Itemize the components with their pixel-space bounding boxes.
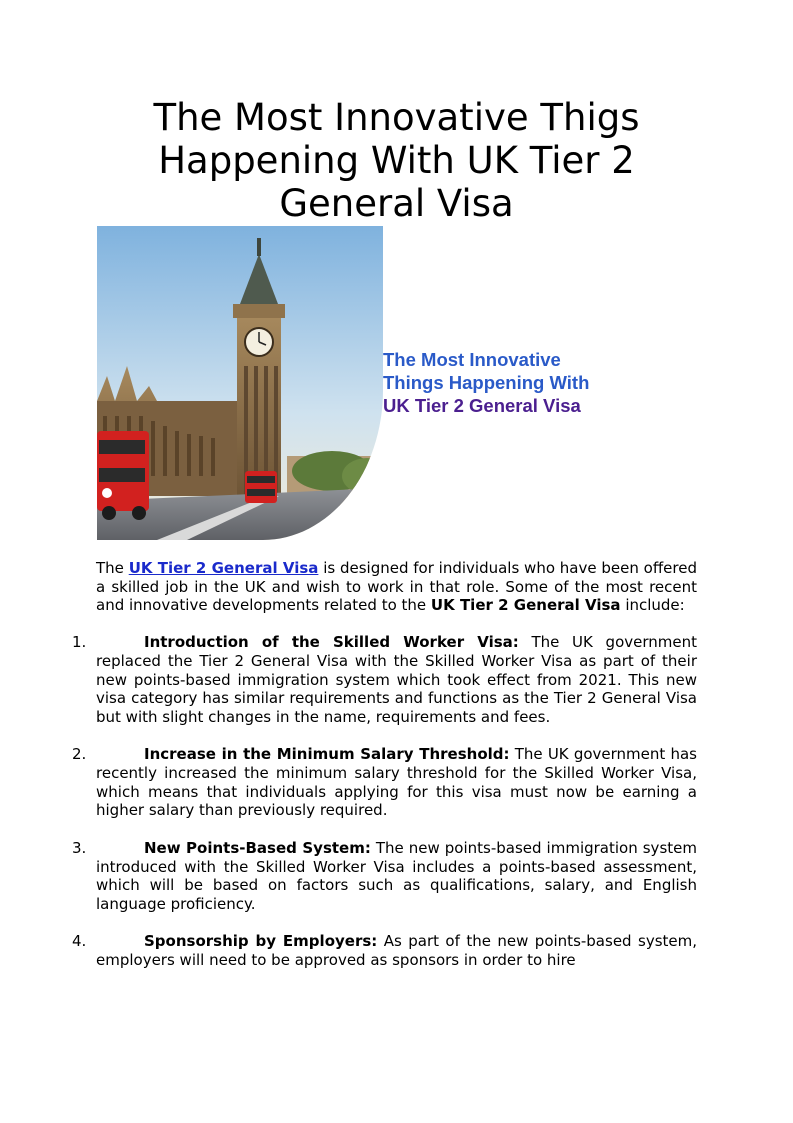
list-heading: Increase in the Minimum Salary Threshold:: [144, 745, 510, 764]
list-text: The new points-based immigration system introduced with the Skilled Worker Visa includes a points-based assessment, which will be based on factors such as qualifications, salary, and English language proficiency.: [96, 838, 697, 913]
developments-list: [72, 633, 698, 970]
intro-paragraph: [96, 559, 697, 615]
list-heading: Sponsorship by Employers:: [144, 932, 378, 951]
list-item: [72, 745, 697, 820]
list-item: [72, 932, 698, 970]
list-number: 4.: [72, 932, 87, 951]
list-text: The UK government has recently increased the minimum salary threshold for the Skilled Worker Visa, which means that individuals applying for this visa must now be earning a higher salary than previously required.: [96, 745, 697, 820]
intro-prefix: The: [96, 559, 124, 577]
intro-suffix: include:: [625, 596, 685, 615]
list-heading: New Points-Based System:: [144, 838, 371, 857]
banner-line-3: UK Tier 2 General Visa: [383, 395, 581, 416]
intro-bold: UK Tier 2 General Visa: [430, 596, 621, 615]
big-ben-photo: [97, 226, 383, 540]
banner-heading: [383, 348, 643, 417]
list-number: 1.: [72, 633, 87, 652]
list-number: 3.: [72, 838, 87, 857]
banner: [97, 226, 637, 540]
intro-middle: is designed for individuals who have been offered a skilled job in the UK and wish to work in that role. Some of the most recent and innovative developments related to the: [96, 559, 697, 615]
banner-line-2: Things Happening With: [383, 372, 590, 393]
banner-line-1: The Most Innovative: [383, 349, 561, 370]
list-number: 2.: [72, 745, 87, 764]
page-title: The Most Innovative Thigs Happening With UK Tier 2 General Visa: [153, 96, 640, 225]
list-heading: Introduction of the Skilled Worker Visa:: [144, 633, 519, 652]
article-body: [72, 559, 698, 988]
tier2-visa-link[interactable]: UK Tier 2 General Visa: [128, 559, 319, 577]
list-text: The UK government replaced the Tier 2 General Visa with the Skilled Worker Visa as part of their new points-based immigration system which took effect from 2021. This new visa category has similar requirements and functions as the Tier 2 General Visa but with slight changes in the name, requirements and fees.: [96, 633, 697, 726]
list-item: [72, 838, 697, 914]
list-item: [72, 633, 697, 727]
list-text: As part of the new points-based system, employers will need to be approved as sponsors in order to hire: [96, 932, 698, 970]
